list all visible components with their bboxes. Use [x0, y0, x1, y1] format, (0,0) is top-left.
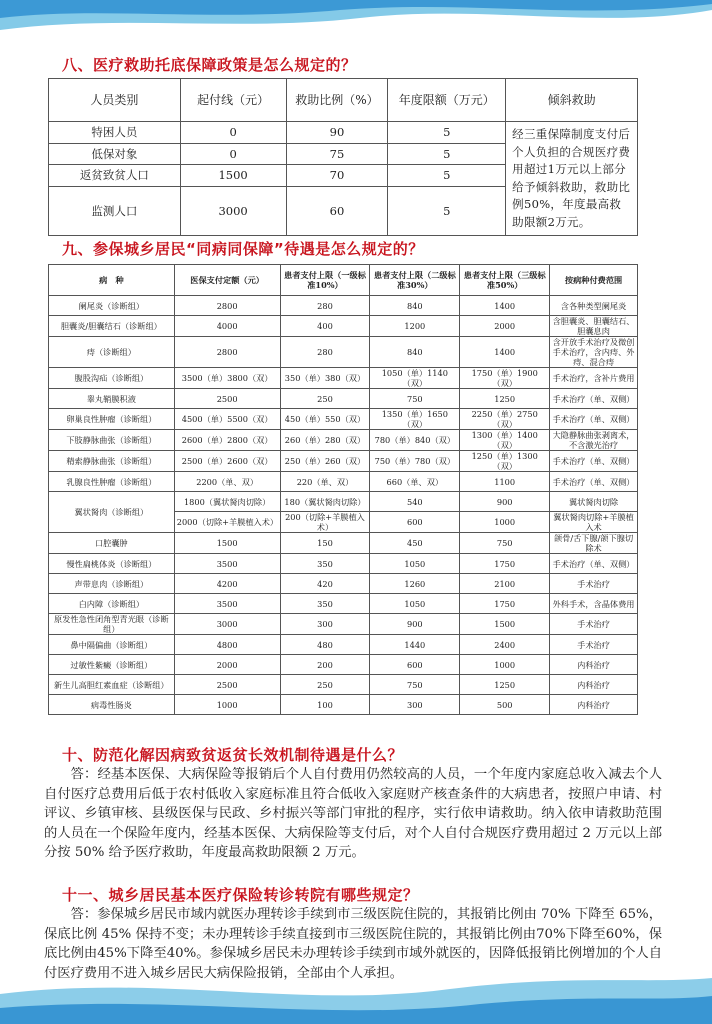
cell: 750 [370, 389, 460, 409]
header-cell: 患者支付上限（三级标准50%） [460, 265, 550, 296]
table-row [49, 675, 638, 695]
cell: 180（翼状胬肉切除） [280, 492, 370, 512]
cell: 1800（翼状胬肉切除） [174, 492, 280, 512]
cell: 低保对象 [49, 143, 181, 165]
cell: 70 [286, 165, 388, 187]
cell: 1400 [460, 296, 550, 316]
cell: 1100 [460, 472, 550, 492]
table-row [49, 451, 638, 472]
header-cell: 人员类别 [49, 79, 181, 122]
cell: 2250（单）2750（双） [460, 409, 550, 430]
cell: 返贫致贫人口 [49, 165, 181, 187]
section-10-title: 十、防范化解因病致贫返贫长效机制待遇是什么？ [62, 746, 404, 764]
cell: 内科治疗 [550, 695, 638, 715]
table-row [49, 655, 638, 675]
cell: 含胆囊炎、胆囊结石、胆囊息肉 [550, 316, 638, 337]
same-disease-table [48, 264, 638, 715]
cell: 2500 [174, 675, 280, 695]
cell: 2400 [460, 635, 550, 655]
table-row [49, 492, 638, 512]
table-row [49, 695, 638, 715]
cell: 慢性扁桃体炎（诊断组） [49, 554, 175, 574]
cell: 1750（单）1900（双） [460, 368, 550, 389]
cell: 200（切除+羊膜植入术） [280, 512, 370, 533]
header-cell: 病 种 [49, 265, 175, 296]
section-8-title: 八、医疗救助托底保障政策是怎么规定的？ [62, 56, 357, 74]
cell: 3500（单）3800（双） [174, 368, 280, 389]
cell: 内科治疗 [550, 675, 638, 695]
top-wave-decoration [0, 0, 712, 60]
cell: 4800 [174, 635, 280, 655]
cell: 2600（单）2800（双） [174, 430, 280, 451]
cell: 0 [180, 143, 286, 165]
header-cell: 医保支付定额（元） [174, 265, 280, 296]
cell: 750（单）780（双） [370, 451, 460, 472]
cell: 过敏性紫癜（诊断组） [49, 655, 175, 675]
cell: 痔（诊断组） [49, 337, 175, 368]
table-row [49, 122, 638, 144]
cell: 含开放手术治疗及微创手术治疗，含内痔、外痔、混合痔 [550, 337, 638, 368]
cell: 1250 [460, 389, 550, 409]
cell: 手术治疗（单、双侧） [550, 554, 638, 574]
table-row [49, 594, 638, 614]
cell: 300 [280, 614, 370, 635]
cell: 1200 [370, 316, 460, 337]
cell: 3000 [174, 614, 280, 635]
cell: 颌骨/舌下腺/颌下腺切除术 [550, 533, 638, 554]
cell: 350（单）380（双） [280, 368, 370, 389]
section-9-title: 九、参保城乡居民“同病同保障”待遇是怎么规定的？ [62, 240, 424, 258]
cell: 外科手术，含晶体费用 [550, 594, 638, 614]
cell: 手术治疗 [550, 635, 638, 655]
cell: 75 [286, 143, 388, 165]
cell: 手术治疗（单、双侧） [550, 409, 638, 430]
cell: 2500（单）2600（双） [174, 451, 280, 472]
cell: 420 [280, 574, 370, 594]
cell: 4000 [174, 316, 280, 337]
cell: 下肢静脉曲张（诊断组） [49, 430, 175, 451]
cell: 60 [286, 186, 388, 235]
header-cell: 救助比例（%） [286, 79, 388, 122]
table-header-row [49, 265, 638, 296]
cell: 5 [388, 122, 506, 144]
cell: 手术治疗（单、双侧） [550, 451, 638, 472]
cell: 手术治疗（单、双侧） [550, 472, 638, 492]
table-row [49, 368, 638, 389]
cell: 鼻中隔偏曲（诊断组） [49, 635, 175, 655]
cell: 2500 [174, 389, 280, 409]
cell: 2200（单、双） [174, 472, 280, 492]
cell: 350 [280, 594, 370, 614]
cell: 1750 [460, 554, 550, 574]
cell: 280 [280, 296, 370, 316]
cell: 腹股沟疝（诊断组） [49, 368, 175, 389]
cell: 100 [280, 695, 370, 715]
cell: 白内障（诊断组） [49, 594, 175, 614]
section-11-body: 答：参保城乡居民市域内就医办理转诊手续到市三级医院住院的，其报销比例由 70% 下降至 65%，保底比例 45% 保持不变；未办理转诊手续直接到市三级医院住院的，其报销比例由70%下降至60%，保底比例由45%下降至40%。参保城乡居民未办理转诊手续到市域外就医的，因降低报销比例增加的个人自付医疗费用不进入城乡居民大病保险报销，全部由个人承担。 [44, 907, 662, 981]
cell: 5 [388, 143, 506, 165]
cell: 病毒性肠炎 [49, 695, 175, 715]
cell: 3000 [180, 186, 286, 235]
cell: 600 [370, 512, 460, 533]
cell: 3500 [174, 554, 280, 574]
cell: 540 [370, 492, 460, 512]
cell: 卵巢良性肿瘤（诊断组） [49, 409, 175, 430]
cell: 750 [370, 675, 460, 695]
cell: 1000 [174, 695, 280, 715]
cell: 900 [460, 492, 550, 512]
cell: 2800 [174, 296, 280, 316]
cell: 660（单、双） [370, 472, 460, 492]
cell: 原发性急性闭角型青光眼（诊断组） [49, 614, 175, 635]
cell: 250（单）260（双） [280, 451, 370, 472]
cell: 2100 [460, 574, 550, 594]
header-cell: 按病种付费范围 [550, 265, 638, 296]
cell: 0 [180, 122, 286, 144]
header-cell: 年度限额（万元） [388, 79, 506, 122]
header-cell: 起付线（元） [180, 79, 286, 122]
header-cell: 患者支付上限（二级标准30%） [370, 265, 460, 296]
cell: 480 [280, 635, 370, 655]
cell: 150 [280, 533, 370, 554]
assistance-policy-table [48, 78, 638, 236]
cell: 1500 [174, 533, 280, 554]
table-row [49, 337, 638, 368]
cell: 手术治疗 [550, 574, 638, 594]
cell: 90 [286, 122, 388, 144]
cell: 2000 [460, 316, 550, 337]
cell: 监测人口 [49, 186, 181, 235]
cell: 840 [370, 296, 460, 316]
cell: 手术治疗 [550, 614, 638, 635]
cell: 280 [280, 337, 370, 368]
cell: 1050 [370, 554, 460, 574]
cell: 特困人员 [49, 122, 181, 144]
cell: 450 [370, 533, 460, 554]
cell: 300 [370, 695, 460, 715]
cell: 1350（单）1650（双） [370, 409, 460, 430]
cell: 4500（单）5500（双） [174, 409, 280, 430]
cell: 2800 [174, 337, 280, 368]
cell: 3500 [174, 594, 280, 614]
cell: 大隐静脉曲张剥离术，不含激光治疗 [550, 430, 638, 451]
table-header-row [49, 79, 638, 122]
cell: 新生儿高胆红素血症（诊断组） [49, 675, 175, 695]
header-cell: 倾斜救助 [506, 79, 638, 122]
cell: 翼状胬肉切除+羊膜植入术 [550, 512, 638, 533]
cell: 内科治疗 [550, 655, 638, 675]
cell: 200 [280, 655, 370, 675]
cell: 2000（切除+羊膜植入术） [174, 512, 280, 533]
cell: 1260 [370, 574, 460, 594]
cell: 1000 [460, 512, 550, 533]
cell: 250 [280, 389, 370, 409]
cell: 780（单）840（双） [370, 430, 460, 451]
section-11-title: 十一、城乡居民基本医疗保险转诊转院有哪些规定？ [62, 886, 419, 904]
cell: 1300（单）1400（双） [460, 430, 550, 451]
cell: 1050 [370, 594, 460, 614]
cell: 250 [280, 675, 370, 695]
table-row [49, 472, 638, 492]
cell: 1500 [180, 165, 286, 187]
table-row [49, 635, 638, 655]
table-row [49, 574, 638, 594]
cell: 翼状胬肉切除 [550, 492, 638, 512]
cell: 翼状胬肉（诊断组） [49, 492, 175, 533]
cell: 400 [280, 316, 370, 337]
header-cell: 患者支付上限（一级标准10%） [280, 265, 370, 296]
cell: 阑尾炎（诊断组） [49, 296, 175, 316]
cell: 1440 [370, 635, 460, 655]
table-row [49, 533, 638, 554]
cell: 1750 [460, 594, 550, 614]
table-row [49, 430, 638, 451]
cell: 500 [460, 695, 550, 715]
cell: 840 [370, 337, 460, 368]
cell: 手术治疗，含补片费用 [550, 368, 638, 389]
cell: 1250 [460, 675, 550, 695]
cell: 胆囊炎/胆囊结石（诊断组） [49, 316, 175, 337]
section-10-body: 答：经基本医保、大病保险等报销后个人自付费用仍然较高的人员，一个年度内家庭总收入减去个人自付医疗总费用后低于农村低收入家庭标准且符合低收入家庭财产核查条件的大病患者，按照户申请、村评议、乡镇审核、县级医保与民政、乡村振兴等部门审批的程序，实行依申请救助。纳入依申请救助范围的人员在一个保险年度内，经基本医保、大病保险等支付后，对个人自付合规医疗费用超过 2 万元以上部分按 50% 给予医疗救助，年度最高救助限额 2 万元。 [44, 767, 662, 860]
cell: 350 [280, 554, 370, 574]
cell: 手术治疗（单、双侧） [550, 389, 638, 409]
cell: 1250（单）1300（双） [460, 451, 550, 472]
cell: 声带息肉（诊断组） [49, 574, 175, 594]
cell: 乳腺良性肿瘤（诊断组） [49, 472, 175, 492]
cell: 4200 [174, 574, 280, 594]
cell: 2000 [174, 655, 280, 675]
cell: 5 [388, 165, 506, 187]
table-row [49, 389, 638, 409]
cell: 600 [370, 655, 460, 675]
cell: 5 [388, 186, 506, 235]
cell: 750 [460, 533, 550, 554]
tilt-assistance-note: 经三重保障制度支付后个人负担的合规医疗费用超过1万元以上部分给予倾斜救助，救助比例50%，年度最高救助限额2万元。 [506, 122, 638, 236]
cell: 含各种类型阑尾炎 [550, 296, 638, 316]
table-row [49, 316, 638, 337]
cell: 口腔囊肿 [49, 533, 175, 554]
cell: 1000 [460, 655, 550, 675]
cell: 900 [370, 614, 460, 635]
table-row [49, 296, 638, 316]
cell: 睾丸鞘膜积液 [49, 389, 175, 409]
table-row [49, 554, 638, 574]
table-row [49, 409, 638, 430]
cell: 1500 [460, 614, 550, 635]
cell: 260（单）280（双） [280, 430, 370, 451]
table-row [49, 614, 638, 635]
cell: 1050（单）1140（双） [370, 368, 460, 389]
cell: 220（单、双） [280, 472, 370, 492]
cell: 精索静脉曲张（诊断组） [49, 451, 175, 472]
cell: 1400 [460, 337, 550, 368]
cell: 450（单）550（双） [280, 409, 370, 430]
